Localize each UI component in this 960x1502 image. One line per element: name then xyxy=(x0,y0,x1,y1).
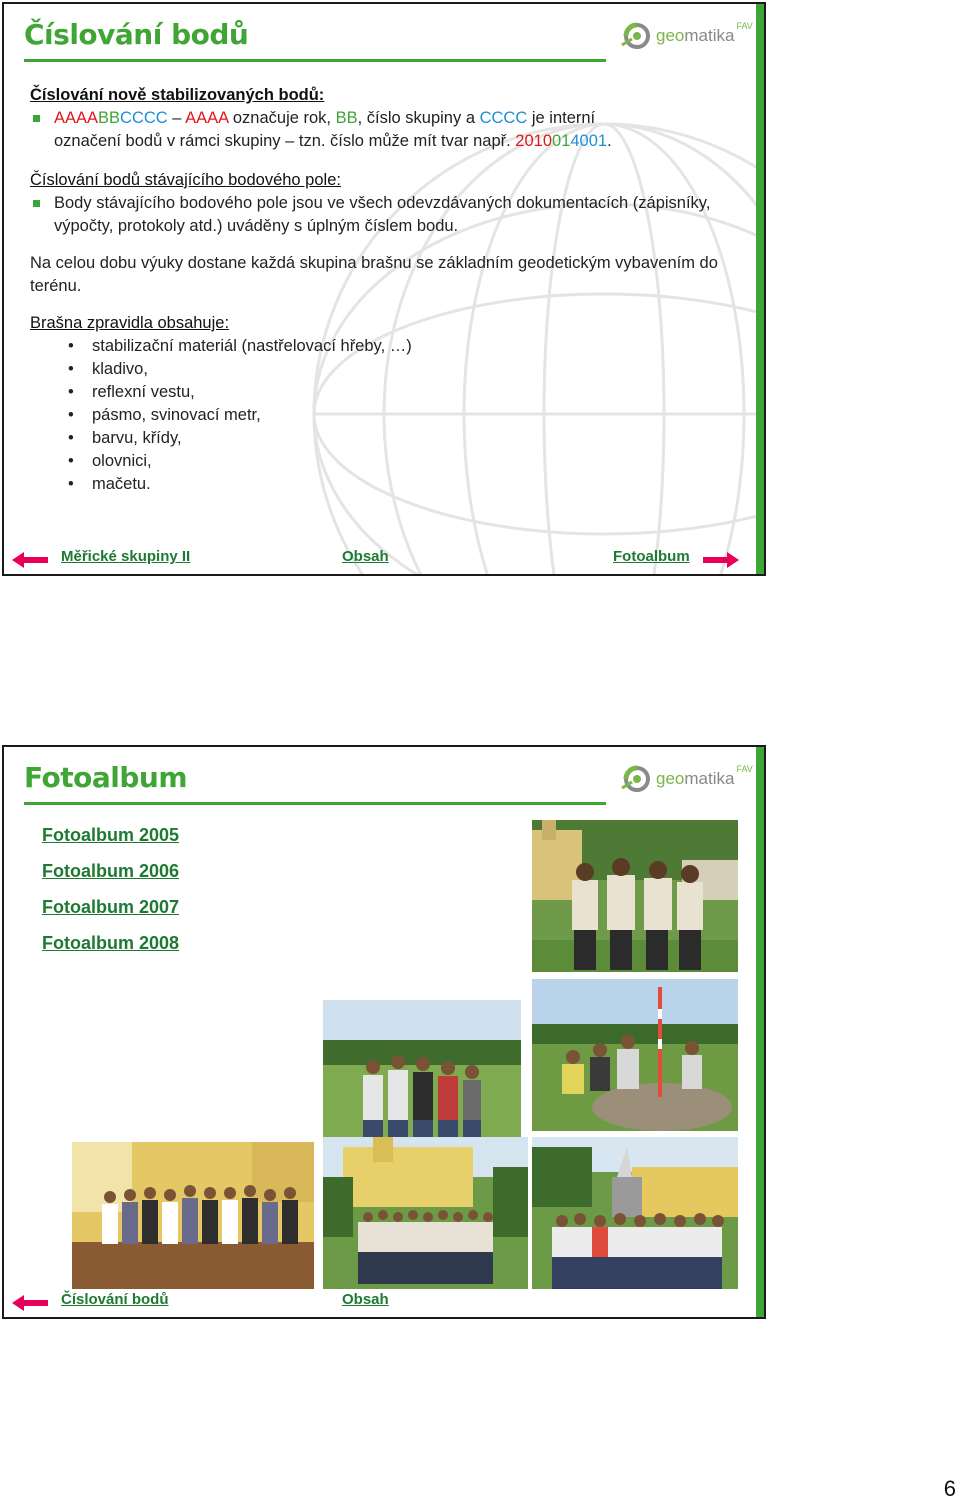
example-year: 2010 xyxy=(515,132,553,150)
arrow-left-icon[interactable] xyxy=(12,552,48,568)
square-bullet-icon xyxy=(33,200,40,207)
slide-fotoalbum xyxy=(2,745,766,1319)
photo-group-building xyxy=(72,1142,314,1289)
code-cccc-2: CCCC xyxy=(479,109,528,127)
album-link-2008[interactable]: Fotoalbum 2008 xyxy=(42,933,180,953)
bullet-point-format xyxy=(30,107,730,153)
side-accent-bar xyxy=(756,4,764,574)
logo-matika: matika xyxy=(684,769,735,788)
album-link-2005[interactable]: Fotoalbum 2005 xyxy=(42,825,180,845)
logo-geo: geo xyxy=(656,26,685,45)
photo-group-castle-1 xyxy=(532,820,738,972)
nav-contents-link[interactable]: Obsah xyxy=(342,548,389,565)
section-heading-bag-contents: Brašna zpravidla obsahuje: xyxy=(30,314,230,332)
title-underline xyxy=(24,802,606,805)
example-group: 01 xyxy=(552,132,571,150)
logo-fav: FAV xyxy=(736,764,753,774)
nav-next-link[interactable]: Fotoalbum xyxy=(613,548,690,565)
bag-contents-list xyxy=(30,335,730,496)
square-bullet-icon xyxy=(33,115,40,122)
bullet-existing-points xyxy=(30,192,730,238)
code-cccc: CCCC xyxy=(120,109,168,127)
nav-prev-link[interactable]: Měřické skupiny II xyxy=(61,548,191,565)
code-bb-2: BB xyxy=(335,109,358,127)
code-bb: BB xyxy=(98,109,121,127)
album-link-2006[interactable]: Fotoalbum 2006 xyxy=(42,861,180,881)
example-number: 4001 xyxy=(570,132,608,150)
logo-matika: matika xyxy=(684,26,735,45)
text-internal: je interní xyxy=(527,109,596,127)
geomatika-logo xyxy=(620,761,753,797)
text-group: , číslo skupiny a xyxy=(357,109,480,127)
slide-body xyxy=(30,84,730,496)
logo-mark-icon xyxy=(620,762,654,796)
slide-numbering xyxy=(2,2,766,576)
list-item: • mačetu. xyxy=(30,473,730,496)
text-example: označení bodů v rámci skupiny – tzn. číslo může mít tvar např. xyxy=(54,132,516,150)
list-item: • reflexní vestu, xyxy=(30,381,730,404)
slide-title: Fotoalbum xyxy=(24,761,187,794)
code-aaaa-2: AAAA xyxy=(185,109,229,127)
section-heading-new-points: Číslování nově stabilizovaných bodů: xyxy=(30,86,325,104)
existing-points-text: Body stávajícího bodového pole jsou ve všech odevzdávaných dokumentacích (zápisníky, výpočty, protokoly atd.) uváděny s úplným číslem bodu. xyxy=(54,194,711,235)
logo-mark-icon xyxy=(620,19,654,53)
album-link-2007[interactable]: Fotoalbum 2007 xyxy=(42,897,180,917)
arrow-left-icon[interactable] xyxy=(12,1295,48,1311)
text-dash: – xyxy=(167,109,186,127)
page-number: 6 xyxy=(943,1476,956,1501)
photo-group-field xyxy=(323,1000,521,1157)
text-year: označuje rok, xyxy=(228,109,336,127)
title-underline xyxy=(24,59,606,62)
photo-group-stone xyxy=(532,979,738,1131)
photo-group-statue xyxy=(532,1137,738,1289)
list-item: • olovnici, xyxy=(30,450,730,473)
text-period: . xyxy=(607,132,612,150)
geomatika-logo xyxy=(620,18,753,54)
arrow-right-icon[interactable] xyxy=(703,552,739,568)
list-item: • stabilizační materiál (nastřelovací hřeby, …) xyxy=(30,335,730,358)
photo-large-group-castle xyxy=(323,1137,528,1289)
nav-contents-link[interactable]: Obsah xyxy=(342,1291,389,1308)
slide-title: Číslování bodů xyxy=(24,18,249,51)
album-link-list xyxy=(42,825,179,969)
list-item: • barvu, křídy, xyxy=(30,427,730,450)
logo-fav: FAV xyxy=(736,21,753,31)
section-heading-existing-points: Číslování bodů stávajícího bodového pole: xyxy=(30,171,341,189)
code-aaaa: AAAA xyxy=(54,109,99,127)
bag-paragraph: Na celou dobu výuky dostane každá skupina brašnu se základním geodetickým vybavením do terénu. xyxy=(30,254,718,295)
logo-geo: geo xyxy=(656,769,685,788)
nav-prev-link[interactable]: Číslování bodů xyxy=(61,1291,169,1308)
side-accent-bar xyxy=(756,747,764,1317)
list-item: • kladivo, xyxy=(30,358,730,381)
list-item: • pásmo, svinovací metr, xyxy=(30,404,730,427)
